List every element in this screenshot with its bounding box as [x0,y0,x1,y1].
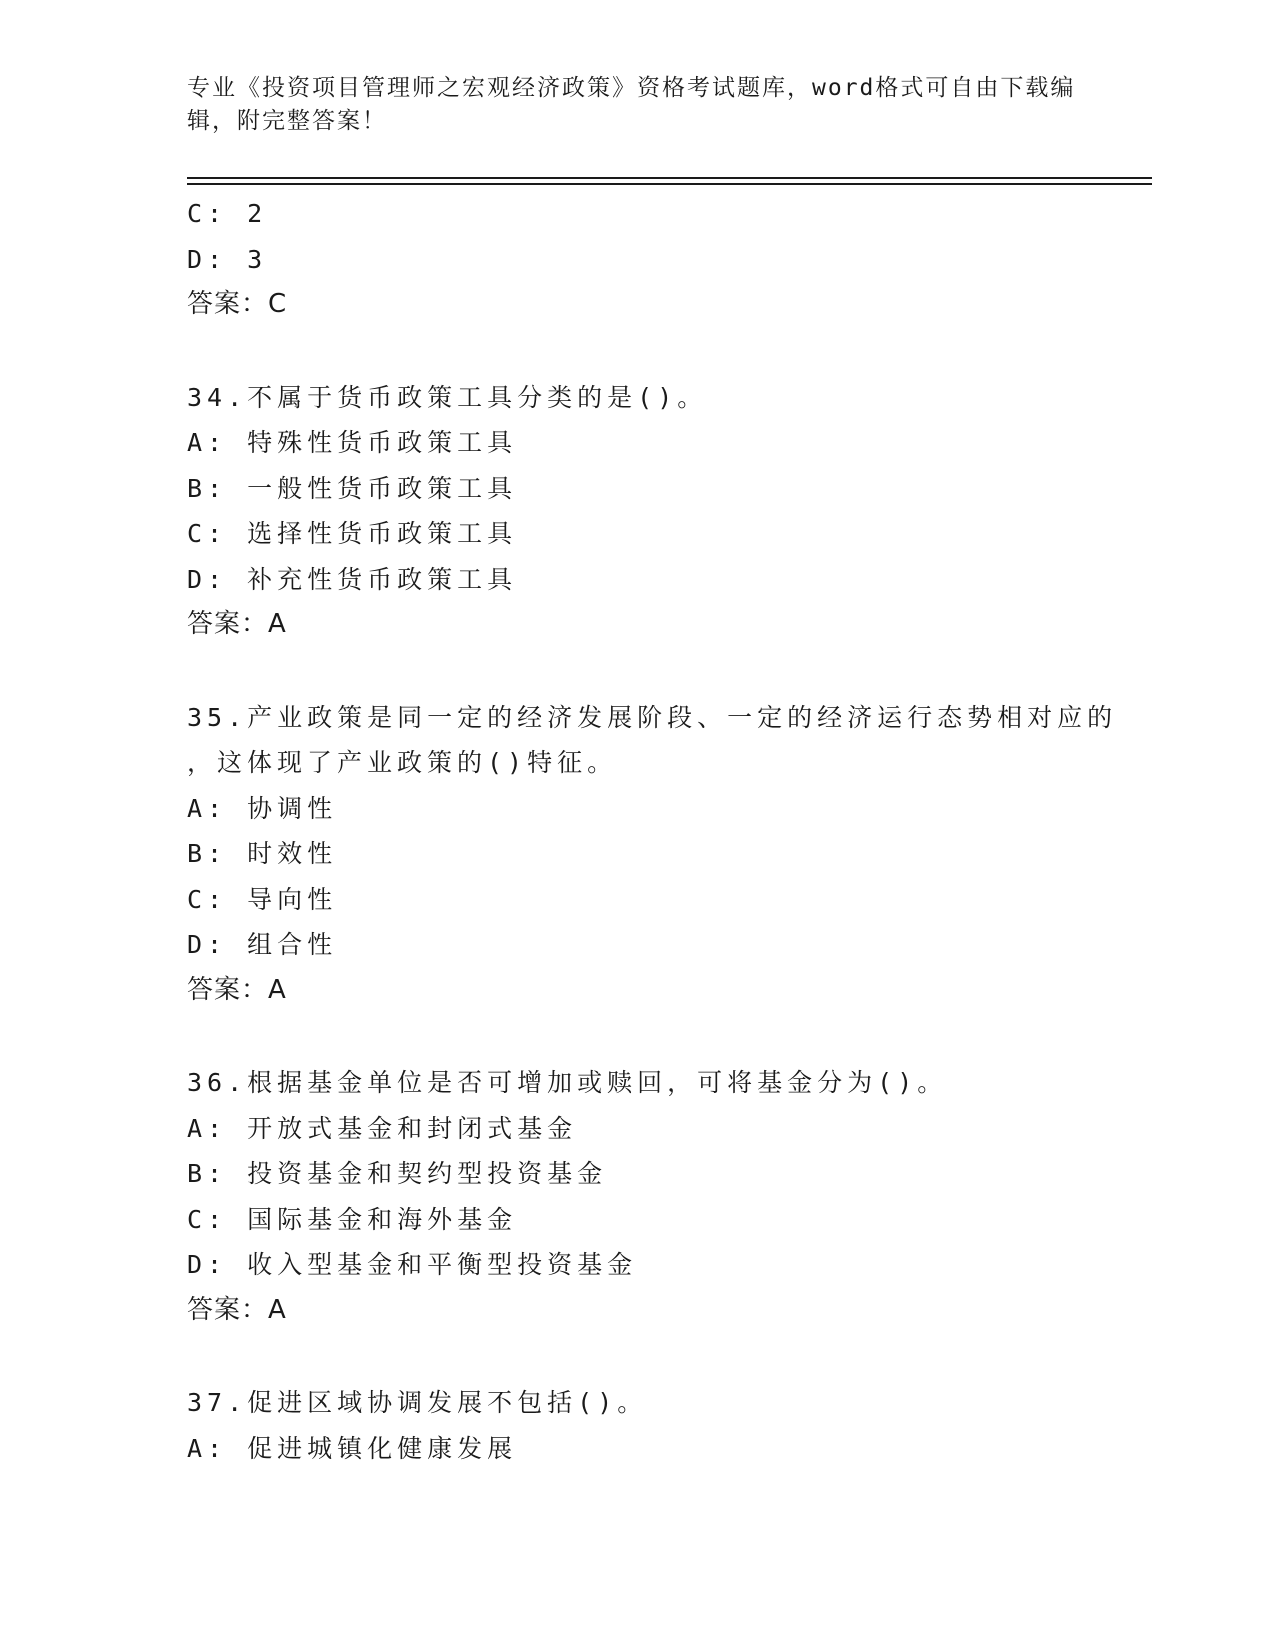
question-block [187,191,1087,328]
question-block [187,1060,1087,1333]
answer-line: 答案：A [187,609,287,639]
option-c: C: 国际基金和海外基金 [187,1204,518,1234]
question-block [187,375,1087,648]
option-a: A: 促进城镇化健康发展 [187,1433,518,1463]
question-stem: 37.促进区域协调发展不包括()。 [187,1388,648,1417]
question-block [187,1380,1087,1471]
question-list [187,191,1118,1471]
option-a: A: 协调性 [187,793,338,823]
option-a: A: 特殊性货币政策工具 [187,428,518,457]
question-stem-continued: ，这体现了产业政策的()特征。 [187,748,618,777]
header-divider-bottom [187,183,1152,185]
option-d: D: 收入型基金和平衡型投资基金 [187,1250,638,1279]
spacer [187,1013,1087,1060]
answer-line: 答案：A [187,974,287,1005]
header-divider-top [187,177,1152,179]
spacer [187,328,1087,375]
option-d: D: 组合性 [187,930,338,959]
document-header: 专业《投资项目管理师之宏观经济政策》资格考试题库，word格式可自由下载编辑，附完整答案！ [187,75,1076,134]
spacer [187,1333,1087,1380]
question-stem: 34.不属于货币政策工具分类的是()。 [187,382,708,412]
question-stem: 36.根据基金单位是否可增加或赎回，可将基金分为()。 [187,1068,948,1097]
answer-line: 答案：C [187,289,288,319]
spacer [187,648,1087,695]
answer-line: 答案：A [187,1294,287,1325]
question-block [187,695,1118,1014]
option-d: D: 补充性货币政策工具 [187,564,518,594]
option-a: A: 开放式基金和封闭式基金 [187,1113,578,1143]
option-c: C: 2 [187,199,268,228]
option-d: D: 3 [187,244,268,274]
option-c: C: 导向性 [187,884,338,914]
option-b: B: 一般性货币政策工具 [187,473,518,503]
question-stem: 35.产业政策是同一定的经济发展阶段、一定的经济运行态势相对应的 [187,702,1118,732]
option-c: C: 选择性货币政策工具 [187,519,518,548]
option-b: B: 投资基金和契约型投资基金 [187,1159,608,1188]
option-b: B: 时效性 [187,839,338,868]
